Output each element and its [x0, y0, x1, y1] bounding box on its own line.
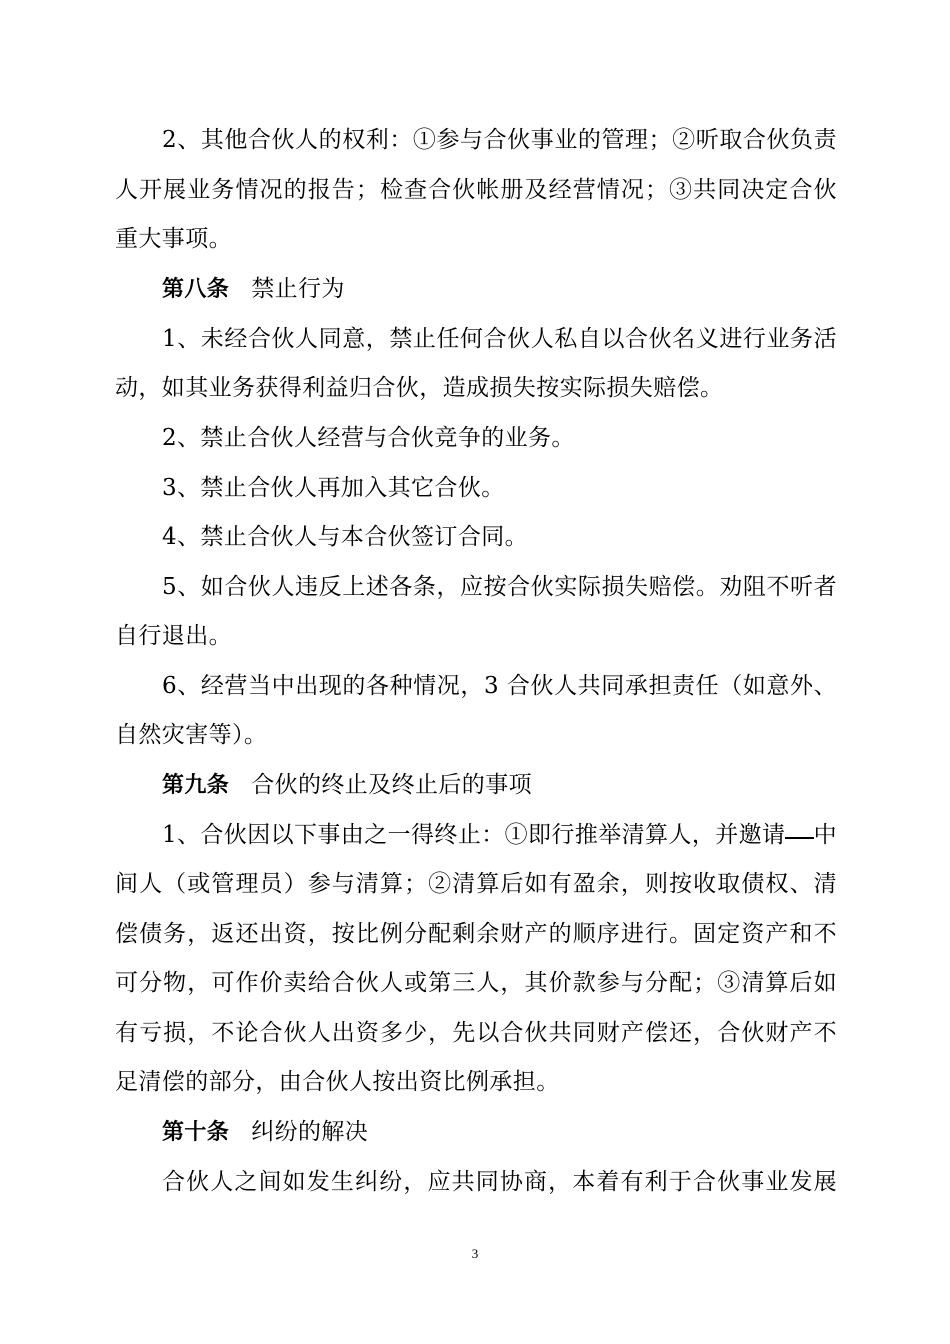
paragraph-line: 人开展业务情况的报告；检查合伙帐册及经营情况；③共同决定合伙 [115, 177, 837, 203]
paragraph-line: 1、未经合伙人同意，禁止任何合伙人私自以合伙名义进行业务活 [162, 326, 837, 352]
page-number: 3 [471, 1246, 479, 1261]
paragraph-line: 有亏损，不论合伙人出资多少，先以合伙共同财产偿还，合伙财产不 [115, 1020, 837, 1046]
paragraph-line: 自行退出。 [115, 623, 232, 649]
paragraph-line: 2、禁止合伙人经营与合伙竞争的业务。 [162, 425, 575, 451]
section-number: 第八条 [162, 277, 230, 302]
paragraph-line: 动，如其业务获得利益归合伙，造成损失按实际损失赔偿。 [115, 375, 724, 401]
paragraph-line [162, 815, 837, 855]
paragraph-line: 合伙人之间如发生纠纷，应共同协商，本着有利于合伙事业发展 [162, 1169, 837, 1195]
paragraph-line: 2、其他合伙人的权利：①参与合伙事业的管理；②听取合伙负责 [162, 127, 837, 153]
line-text: 中 [813, 822, 837, 848]
paragraph-line: 5、如合伙人违反上述各条，应按合伙实际损失赔偿。劝阻不听者 [162, 574, 837, 600]
section-number: 第九条 [162, 773, 230, 798]
line-text: 1、合伙因以下事由之一得终止：①即行推举清算人，并邀请 [162, 822, 786, 848]
section-number: 第十条 [162, 1120, 230, 1145]
paragraph-line: 偿债务，返还出资，按比例分配剩余财产的顺序进行。固定资产和不 [115, 921, 837, 947]
section-heading-9 [162, 765, 837, 805]
section-heading-8 [162, 269, 837, 309]
paragraph-line: 自然灾害等）。 [115, 722, 268, 748]
paragraph-line: 足清偿的部分，由合伙人按出资比例承担。 [115, 1069, 560, 1095]
section-title: 纠纷的解决 [251, 1119, 369, 1145]
section-title: 禁止行为 [251, 276, 345, 302]
paragraph-line: 6、经营当中出现的各种情况，3 合伙人共同承担责任（如意外、 [162, 673, 837, 699]
paragraph-line: 重大事项。 [115, 226, 232, 252]
paragraph-line: 可分物，可作价卖给合伙人或第三人，其价款参与分配；③清算后如 [115, 970, 837, 996]
section-title: 合伙的终止及终止后的事项 [251, 772, 533, 798]
blank-underline [785, 815, 813, 839]
paragraph-line: 间人（或管理员）参与清算；②清算后如有盈余，则按收取债权、清 [115, 871, 837, 897]
paragraph-line: 4、禁止合伙人与本合伙签订合同。 [162, 524, 529, 550]
section-heading-10 [162, 1112, 837, 1152]
paragraph-line: 3、禁止合伙人再加入其它合伙。 [162, 475, 505, 501]
